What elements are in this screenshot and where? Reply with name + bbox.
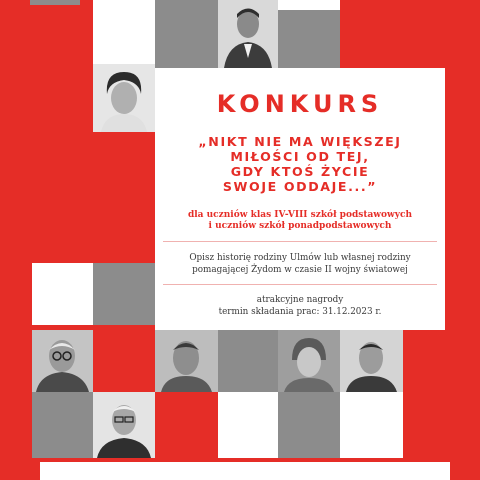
mosaic-tile	[40, 462, 450, 480]
man-portrait-icon	[218, 0, 278, 68]
contest-info-card	[155, 68, 445, 330]
mosaic-tile	[340, 392, 403, 458]
poster-title: KONKURS	[216, 90, 384, 118]
woman-portrait-icon	[93, 64, 155, 132]
mosaic-tile	[278, 392, 340, 458]
audience-line: i uczniów szkół ponadpodstawowych	[208, 221, 392, 231]
prize-line: atrakcyjne nagrody	[256, 295, 344, 305]
divider	[163, 284, 437, 285]
deadline-line: termin składania prac: 31.12.2023 r.	[218, 307, 382, 317]
photo-elderly-man-suit	[93, 392, 155, 458]
divider	[163, 241, 437, 242]
task-line: Opisz historię rodziny Ulmów lub własnej rodziny	[189, 253, 411, 263]
photo-man-short-hair	[155, 330, 218, 392]
task-text	[155, 252, 445, 276]
task-line: pomagającej Żydom w czasie II wojny światowej	[192, 265, 408, 275]
man-portrait-icon	[340, 330, 403, 392]
mosaic-tile	[278, 0, 340, 10]
mosaic-tile	[93, 263, 155, 325]
photo-woman	[93, 64, 155, 132]
prize-text	[155, 294, 445, 318]
quote-line: „NIKT NIE MA WIĘKSZEJ	[198, 134, 402, 149]
mosaic-tile	[30, 0, 80, 5]
audience-text	[155, 210, 445, 232]
photo-woman-headscarf	[278, 330, 340, 392]
mosaic-tile	[278, 10, 340, 68]
mosaic-tile	[32, 263, 93, 325]
man-portrait-icon	[155, 330, 218, 392]
mosaic-tile	[218, 392, 278, 458]
poster-quote	[155, 134, 445, 194]
audience-line: dla uczniów klas IV-VIII szkół podstawowych	[187, 210, 413, 220]
quote-line: MIŁOŚCI OD TEJ,	[230, 149, 370, 164]
mosaic-tile	[218, 330, 278, 392]
man-with-glasses-portrait-icon	[32, 330, 93, 392]
photo-elderly-man-glasses	[32, 330, 93, 392]
quote-line: GDY KTOŚ ŻYCIE	[230, 164, 370, 179]
woman-portrait-icon	[278, 330, 340, 392]
photo-man-collar	[340, 330, 403, 392]
mosaic-tile	[93, 0, 155, 64]
man-with-glasses-portrait-icon	[93, 392, 155, 458]
quote-line: SWOJE ODDAJE...”	[222, 179, 378, 194]
mosaic-tile	[155, 0, 218, 10]
mosaic-tile	[32, 392, 93, 458]
photo-man-in-suit	[218, 0, 278, 68]
mosaic-tile	[155, 10, 218, 68]
